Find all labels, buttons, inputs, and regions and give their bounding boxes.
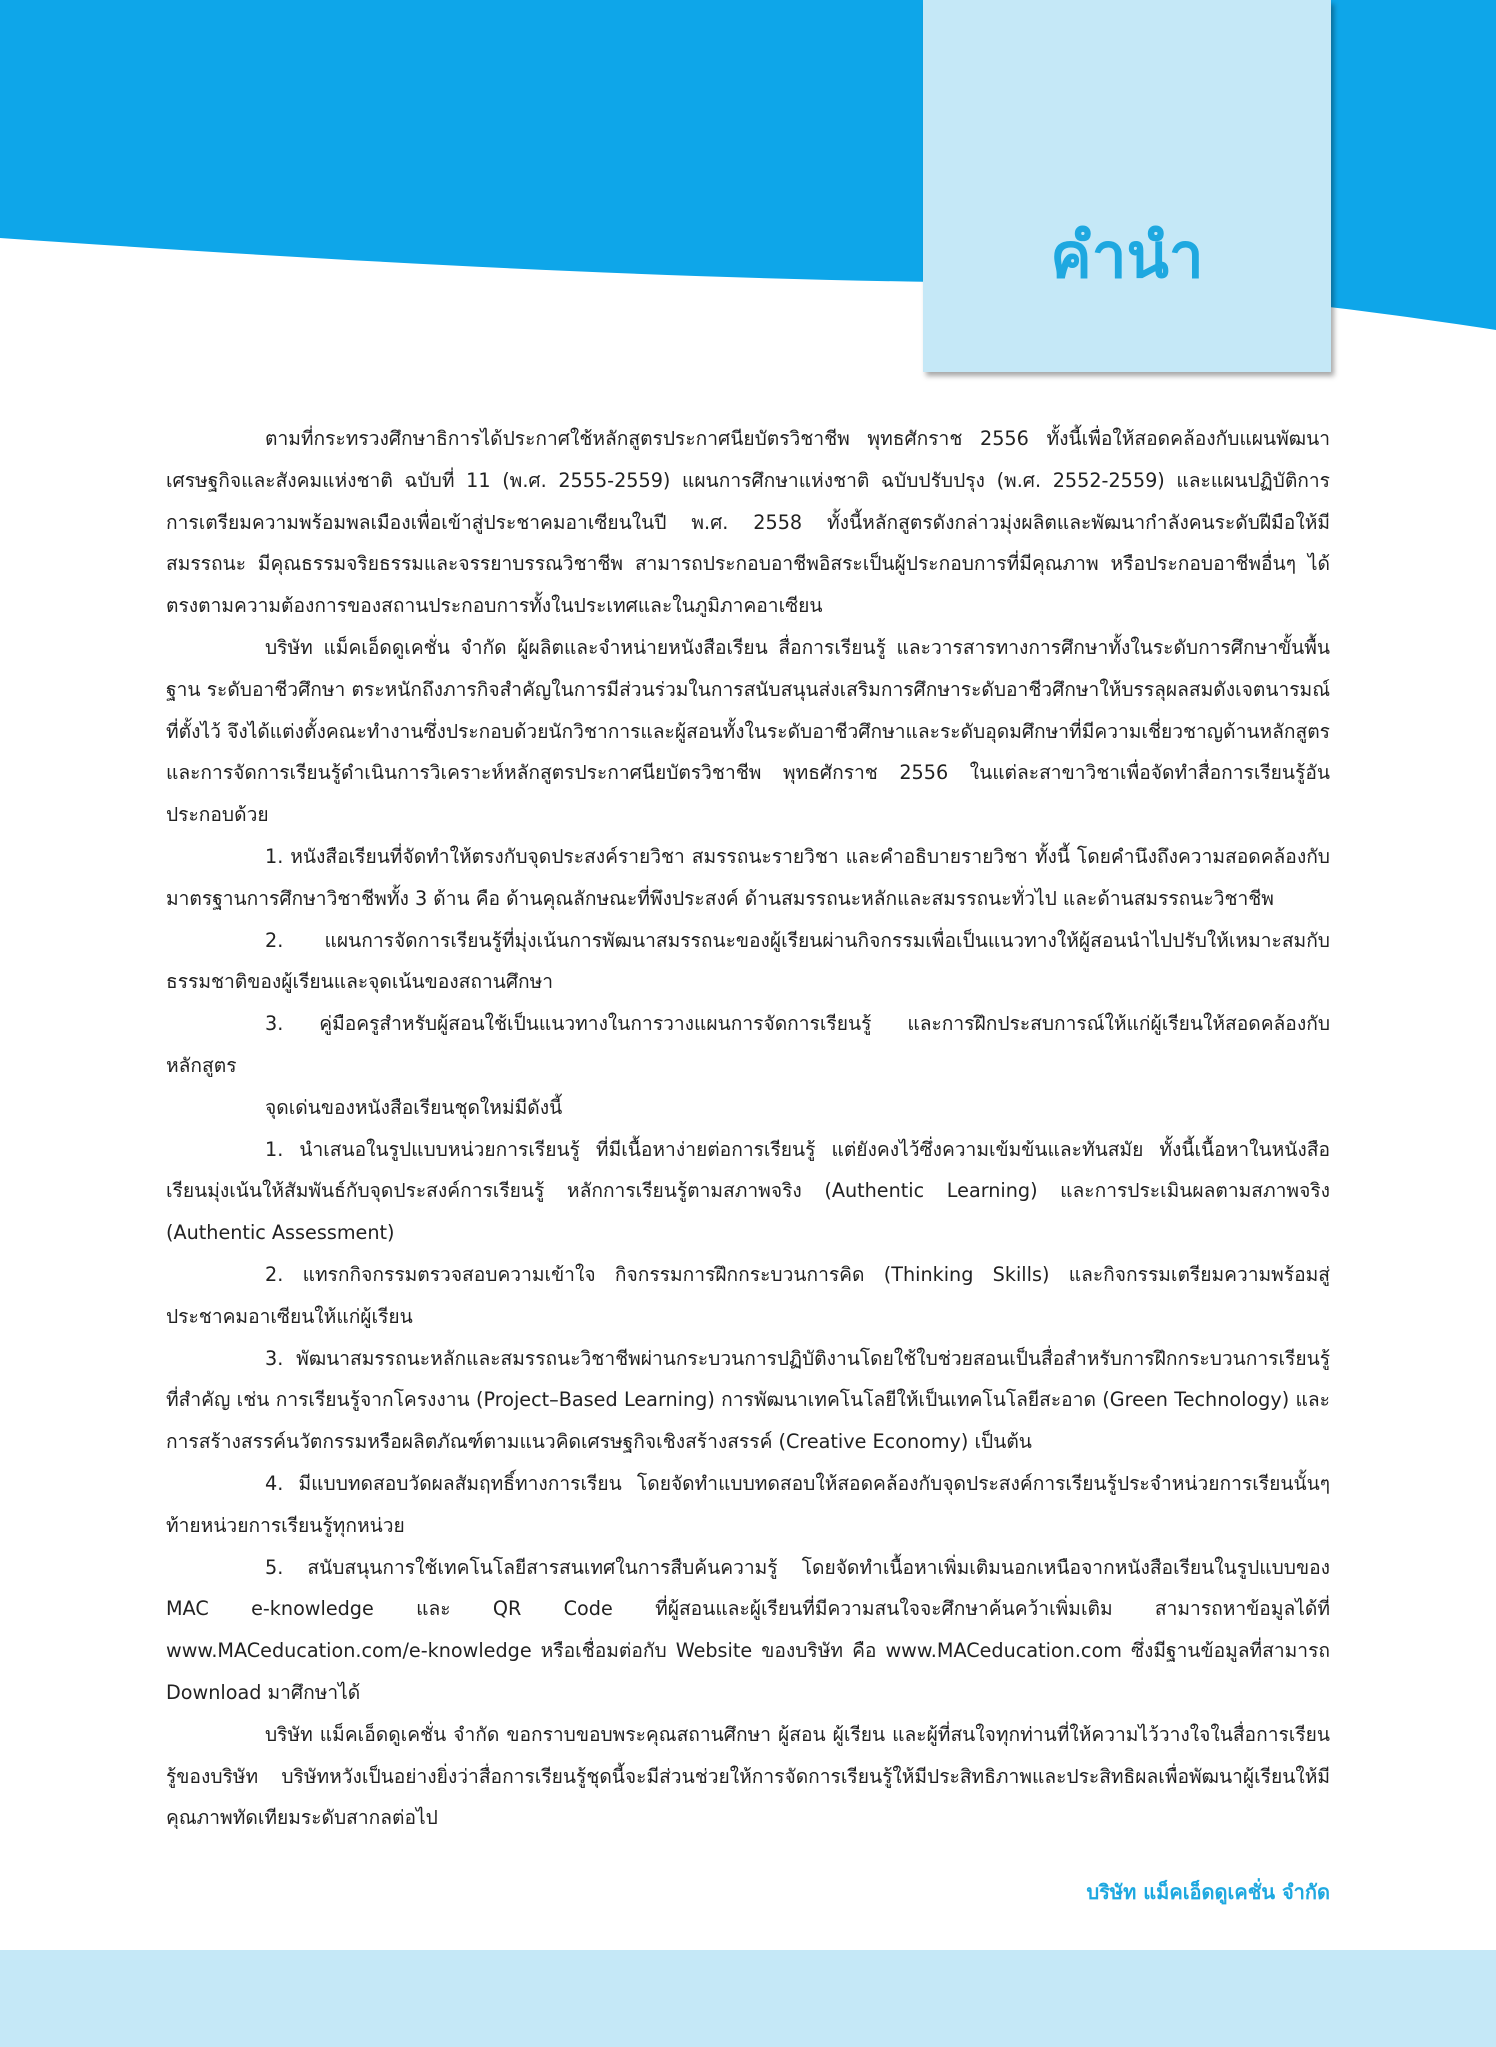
signature-company: บริษัท แม็คเอ็ดดูเคชั่น จำกัด (1086, 1880, 1330, 1904)
highlight-item-5: 5. สนับสนุนการใช้เทคโนโลยีสารสนเทศในการสืบค้นความรู้ โดยจัดทำเนื้อหาเพิ่มเติมนอกเหนือจากหนังสือเรียนในรูปแบบของ MAC e-knowledge และ QR Code ที่ผู้สอนและผู้เรียนที่มีความสนใจจะศึกษาค้นคว้าเพิ่มเติม สามารถหาข้อมูลได้ที่ www.MACeducation.com/e-knowledge หรือเชื่อมต่อกับ Website ของบริษัท คือ www.MACeducation.com ซึ่งมีฐานข้อมูลที่สามารถ Download มาศึกษาได้ (166, 1555, 1330, 1704)
highlight-item-4: 4. มีแบบทดสอบวัดผลสัมฤทธิ์ทางการเรียน โดยจัดทำแบบทดสอบให้สอดคล้องกับจุดประสงค์การเรียนรู้ประจำหน่วยการเรียนนั้นๆ ท้ายหน่วยการเรียนรู้ทุกหน่วย (166, 1471, 1330, 1537)
highlight-item-1: 1. นำเสนอในรูปแบบหน่วยการเรียนรู้ ที่มีเนื้อหาง่ายต่อการเรียนรู้ แต่ยังคงไว้ซึ่งความเข้มข้นและทันสมัย ทั้งนี้เนื้อหาในหนังสือเรียนมุ่งเน้นให้สัมพันธ์กับจุดประสงค์การเรียนรู้ หลักการเรียนรู้ตามสภาพจริง (Authentic Learning) และการประเมินผลตามสภาพจริง (Authentic Assessment) (166, 1137, 1330, 1245)
paragraph-thanks: บริษัท แม็คเอ็ดดูเคชั่น จำกัด ขอกราบขอบพระคุณสถานศึกษา ผู้สอน ผู้เรียน และผู้ที่สนใจทุกท่านที่ให้ความไว้วางใจในสื่อการเรียนรู้ของบริษัท บริษัทหวังเป็นอย่างยิ่งว่าสื่อการเรียนรู้ชุดนี้จะมีส่วนช่วยให้การจัดการเรียนรู้ให้มีประสิทธิภาพและประสิทธิผลเพื่อพัฒนาผู้เรียนให้มีคุณภาพทัดเทียมระดับสากลต่อไป (166, 1722, 1330, 1830)
footer-band (0, 1950, 1496, 2047)
list-item-teacher-guide: 3. คู่มือครูสำหรับผู้สอนใช้เป็นแนวทางในการวางแผนการจัดการเรียนรู้ และการฝึกประสบการณ์ให้แก่ผู้เรียนให้สอดคล้องกับหลักสูตร (166, 1012, 1330, 1077)
list-item-lesson-plan: 2. แผนการจัดการเรียนรู้ที่มุ่งเน้นการพัฒนาสมรรถนะของผู้เรียนผ่านกิจกรรมเพื่อเป็นแนวทางให้ผู้สอนนำไปปรับให้เหมาะสมกับธรรมชาติของผู้เรียนและจุดเน้นของสถานศึกษา (166, 928, 1330, 994)
highlight-item-2: 2. แทรกกิจกรรมตรวจสอบความเข้าใจ กิจกรรมการฝึกกระบวนการคิด (Thinking Skills) และกิจกรรมเตรียมความพร้อมสู่ประชาคมอาเซียนให้แก่ผู้เรียน (166, 1262, 1330, 1328)
paragraph-company: บริษัท แม็คเอ็ดดูเคชั่น จำกัด ผู้ผลิตและจำหน่ายหนังสือเรียน สื่อการเรียนรู้ และวารสารทางการศึกษาทั้งในระดับการศึกษาขั้นพื้นฐาน ระดับอาชีวศึกษา ตระหนักถึงภารกิจสำคัญในการมีส่วนร่วมในการสนับสนุนส่งเสริมการศึกษาระดับอาชีวศึกษาให้บรรลุผลสมดังเจตนารมณ์ที่ตั้งไว้ จึงได้แต่งตั้งคณะทำงานซึ่งประกอบด้วยนักวิชาการและผู้สอนทั้งในระดับอาชีวศึกษาและระดับอุดมศึกษาที่มีความเชี่ยวชาญด้านหลักสูตรและการจัดการเรียนรู้ดำเนินการวิเคราะห์หลักสูตรประกาศนียบัตรวิชาชีพ พุทธศักราช 2556 ในแต่ละสาขาวิชาเพื่อจัดทำสื่อการเรียนรู้อันประกอบด้วย (166, 635, 1330, 827)
paragraph-intro: ตามที่กระทรวงศึกษาธิการได้ประกาศใช้หลักสูตรประกาศนียบัตรวิชาชีพ พุทธศักราช 2556 ทั้งนี้เพื่อให้สอดคล้องกับแผนพัฒนาเศรษฐกิจและสังคมแห่งชาติ ฉบับที่ 11 (พ.ศ. 2555-2559) แผนการศึกษาแห่งชาติ ฉบับปรับปรุง (พ.ศ. 2552-2559) และแผนปฏิบัติการการเตรียมความพร้อมพลเมืองเพื่อเข้าสู่ประชาคมอาเซียนในปี พ.ศ. 2558 ทั้งนี้หลักสูตรดังกล่าวมุ่งผลิตและพัฒนากำลังคนระดับฝีมือให้มีสมรรถนะ มีคุณธรรมจริยธรรมและจรรยาบรรณวิชาชีพ สามารถประกอบอาชีพอิสระเป็นผู้ประกอบการที่มีคุณภาพ หรือประกอบอาชีพอื่นๆ ได้ตรงตามความต้องการของสถานประกอบการทั้งในประเทศและในภูมิภาคอาเซียน (166, 427, 1330, 618)
highlight-item-3: 3. พัฒนาสมรรถนะหลักและสมรรถนะวิชาชีพผ่านกระบวนการปฏิบัติงานโดยใช้ใบช่วยสอนเป็นสื่อสำหรับการฝึกกระบวนการเรียนรู้ที่สำคัญ เช่น การเรียนรู้จากโครงงาน (Project–Based Learning) การพัฒนาเทคโนโลยีให้เป็นเทคโนโลยีสะอาด (Green Technology) และการสร้างสรรค์นวัตกรรมหรือผลิตภัณฑ์ตามแนวคิดเศรษฐกิจเชิงสร้างสรรค์ (Creative Economy) เป็นต้น (166, 1346, 1330, 1454)
highlights-heading: จุดเด่นของหนังสือเรียนชุดใหม่มีดังนี้ (265, 1095, 563, 1119)
title-box (923, 0, 1331, 372)
foreword-body (166, 418, 1330, 1839)
page-title: คำนำ (1050, 219, 1204, 292)
list-item-textbook: 1. หนังสือเรียนที่จัดทำให้ตรงกับจุดประสงค์รายวิชา สมรรถนะรายวิชา และคำอธิบายรายวิชา ทั้งนี้ โดยคำนึงถึงความสอดคล้องกับมาตรฐานการศึกษาวิชาชีพทั้ง 3 ด้าน คือ ด้านคุณลักษณะที่พึงประสงค์ ด้านสมรรถนะหลักและสมรรถนะทั่วไป และด้านสมรรถนะวิชาชีพ (166, 844, 1330, 910)
